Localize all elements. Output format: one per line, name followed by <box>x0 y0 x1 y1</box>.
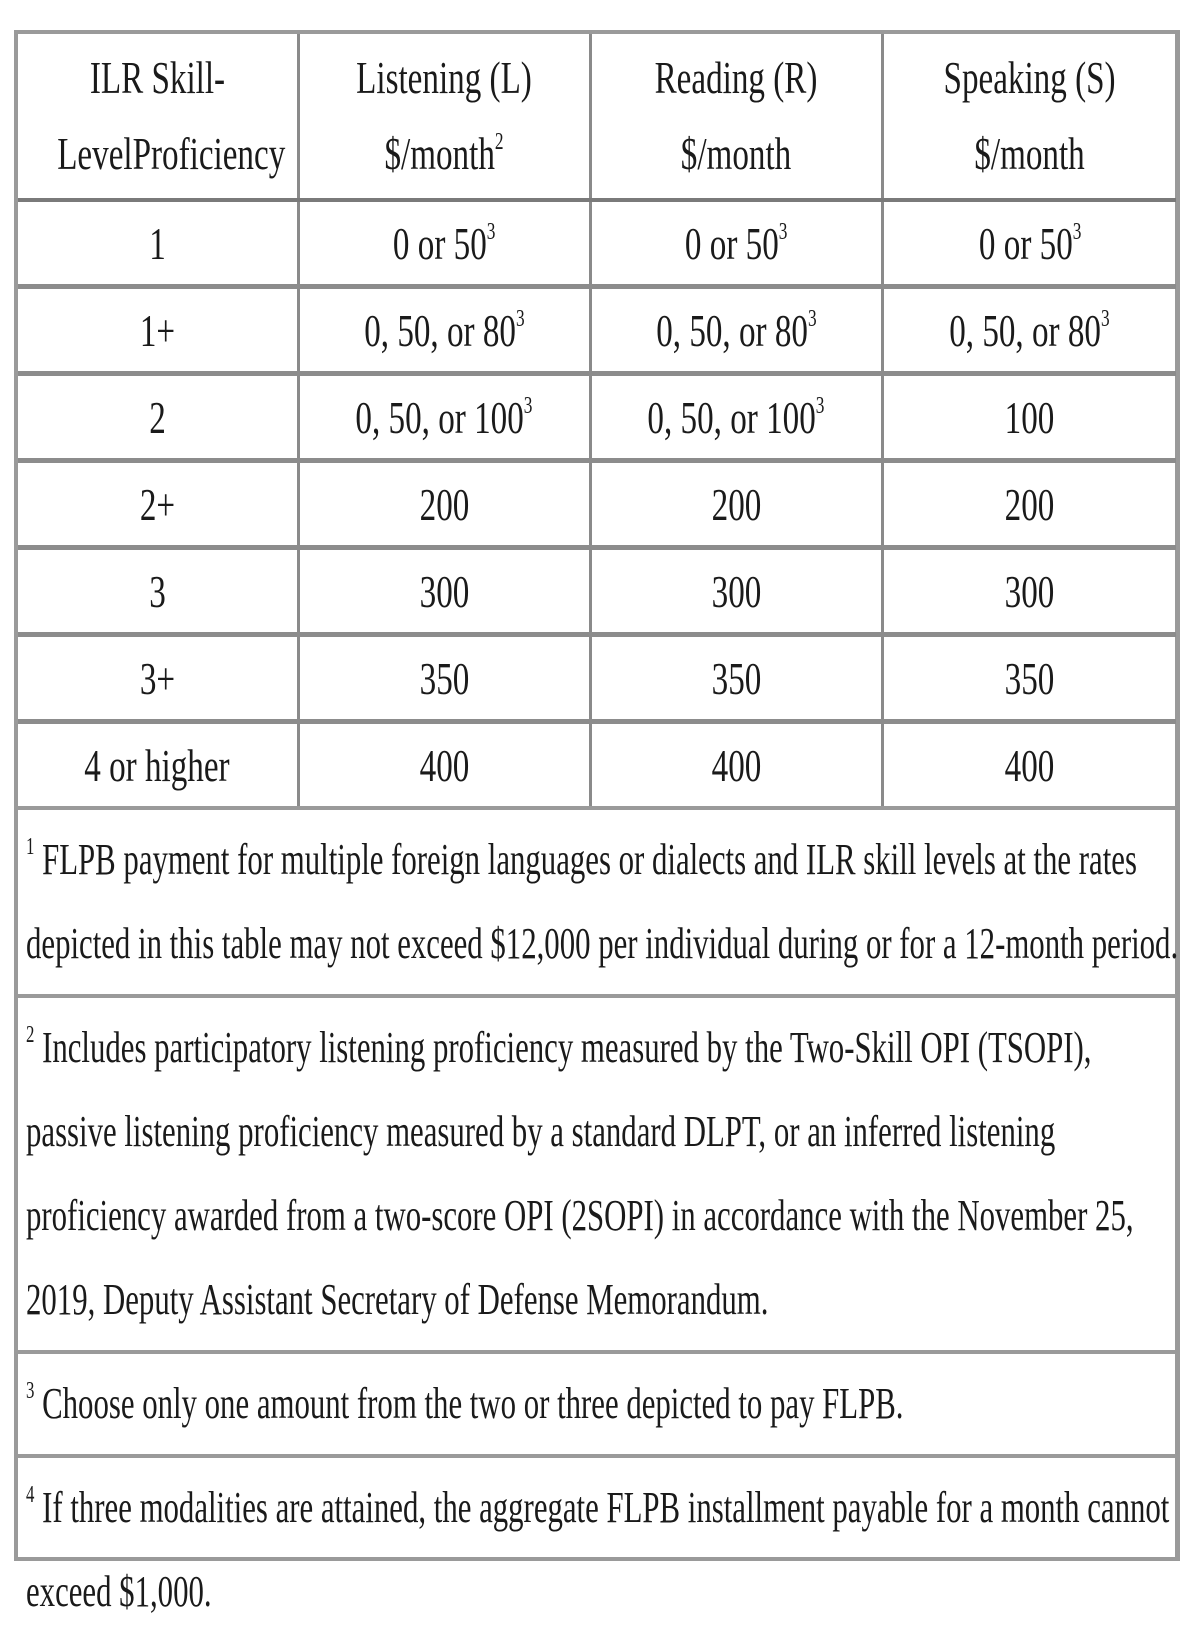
footnote-3 <box>18 1354 1175 1458</box>
cell-level: 1 <box>18 200 298 287</box>
cell-speaking: 400 <box>1004 739 1055 791</box>
footnote-marker: 2 <box>26 1022 35 1048</box>
footnote-text <box>26 1362 1146 1446</box>
footnote-line: 2019, Deputy Assistant Secretary of Defense Memorandum. <box>26 1275 769 1324</box>
cell-listening: 0, 50, or $80^3$ <box>298 287 590 374</box>
header-reading: Reading (R) $/month <box>631 34 841 200</box>
footnote-line: $^2$ Includes participatory listening proficiency measured by the Two-Skill OPI (TSOPI), <box>26 1022 1092 1072</box>
footnotes <box>18 810 1179 1642</box>
cell-speaking: 0, 50, or $80^3$ <box>949 304 1110 356</box>
footnote-4 <box>18 1458 1175 1642</box>
table-row <box>18 722 1176 809</box>
table-row <box>18 200 1176 287</box>
cell-level: 4 or higher <box>18 722 298 809</box>
cell-speaking: 350 <box>1004 652 1055 704</box>
cell-listening: 400 <box>298 722 590 809</box>
footnote-marker: 1 <box>26 834 35 860</box>
cell-speaking: 100 <box>1004 391 1055 443</box>
cell-level: 1+ <box>18 287 298 374</box>
footnote-marker: 4 <box>26 1482 35 1508</box>
flpb-rate-table <box>18 34 1176 810</box>
table-row <box>18 635 1176 722</box>
cell-speaking: 300 <box>1004 565 1055 617</box>
footnote-2 <box>18 998 1175 1354</box>
cell-listening: 300 <box>298 548 590 635</box>
cell-level: 3+ <box>18 635 298 722</box>
cell-level: 2+ <box>18 461 298 548</box>
cell-reading: 200 <box>590 461 882 548</box>
footnote-marker: 3 <box>26 1378 35 1404</box>
table-row <box>18 548 1176 635</box>
cell-listening: 0, 50, or $100^3$ <box>298 374 590 461</box>
cell-listening: 200 <box>298 461 590 548</box>
table-row <box>18 461 1176 548</box>
cell-reading: 0, 50, or $80^3$ <box>590 287 882 374</box>
header-speaking: Speaking (S) $/month <box>943 52 1116 179</box>
header-listening: Listening (L) $/month$^2$ <box>339 34 549 200</box>
header-ilr-level: ILR Skill- LevelProficiency <box>57 34 259 200</box>
cell-reading: 0 or $50^3$ <box>590 200 882 287</box>
footnote-line: exceed $1,000. <box>26 1567 212 1616</box>
cell-reading: 0, 50, or $100^3$ <box>590 374 882 461</box>
footnote-line: proficiency awarded from a two-score OPI (2SOPI) in accordance with the November 25, <box>26 1191 1134 1240</box>
cell-reading: 400 <box>590 722 882 809</box>
flpb-rate-table-document <box>14 30 1180 1616</box>
cell-reading: 350 <box>590 635 882 722</box>
cell-listening: 0 or $50^3$ <box>298 200 590 287</box>
footnote-line: passive listening proficiency measured by a standard DLPT, or an inferred listening <box>26 1107 1056 1156</box>
table-row <box>18 287 1176 374</box>
footnote-text <box>26 1466 1170 1634</box>
cell-reading: 300 <box>590 548 882 635</box>
footnote-1 <box>18 810 1179 998</box>
table-header-row <box>18 34 1176 200</box>
cell-speaking: 200 <box>1004 478 1055 530</box>
cell-listening: 350 <box>298 635 590 722</box>
footnote-line: $^1$ FLPB payment for multiple foreign languages or dialects and ILR skill levels at the rates <box>26 834 1137 884</box>
footnote-text <box>26 818 1179 986</box>
cell-speaking: 0 or $50^3$ <box>978 217 1081 269</box>
table-row <box>18 374 1176 461</box>
footnote-text <box>26 1006 1146 1342</box>
footnote-line: $^4$ If three modalities are attained, the aggregate FLPB installment payable for a month cannot <box>26 1482 1170 1532</box>
cell-level: 2 <box>18 374 298 461</box>
cell-level: 3 <box>18 548 298 635</box>
footnote-line: depicted in this table may not exceed $12,000 per individual during or for a 12-month period. <box>26 919 1179 968</box>
footnote-line: $^3$ Choose only one amount from the two or three depicted to pay FLPB. <box>26 1378 904 1428</box>
